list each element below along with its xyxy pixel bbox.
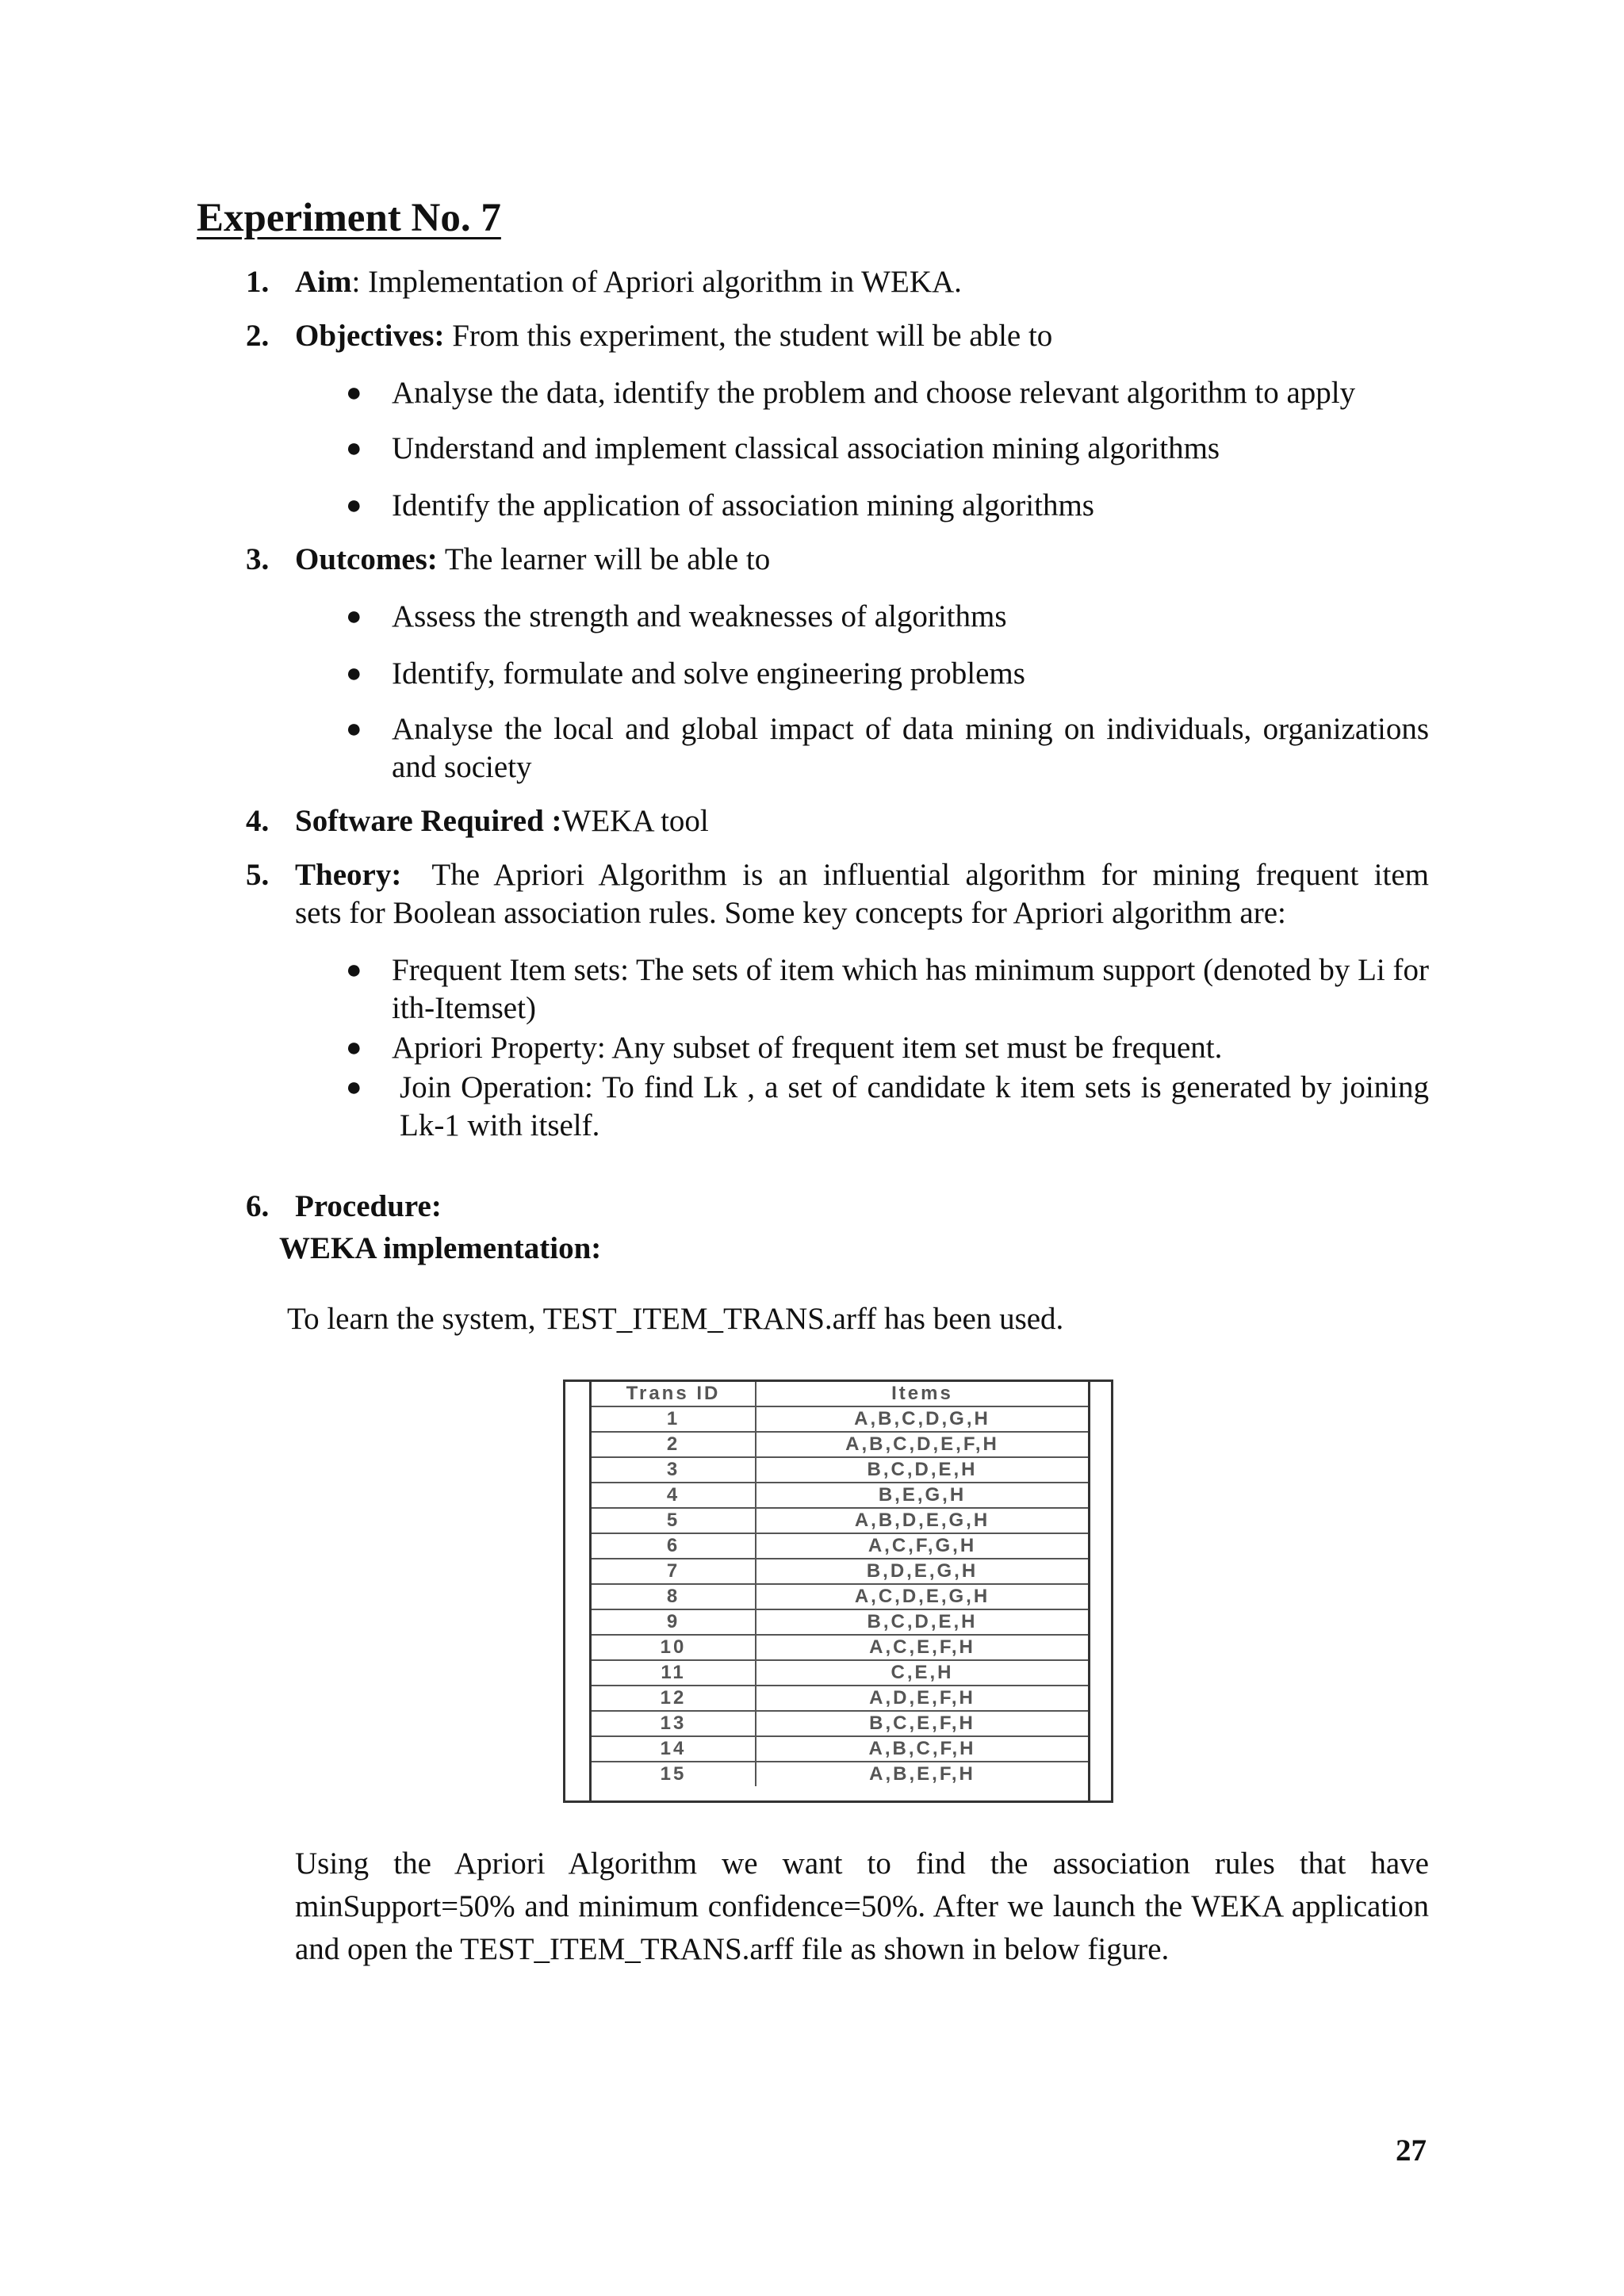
table-row xyxy=(592,1660,1088,1686)
theory-continuation: sets for Boolean association rules. Some key concepts for Apriori algorithm are: xyxy=(295,896,1286,930)
theory-item: 5. Theory: The Apriori Algorithm is an influential algorithm for mining frequent item xyxy=(246,858,1429,892)
trans-id-cell: 4 xyxy=(592,1483,756,1508)
trans-id-cell: 14 xyxy=(592,1736,756,1762)
closing-paragraph: Using the Apriori Algorithm we want to find the association rules that have minSupport=50% and minimum confidence=50%. After we launch the WEKA application and open the TEST_ITEM_TRANS.arff file as shown in below figure. xyxy=(295,1846,1429,1966)
items-cell: A,B,C,D,G,H xyxy=(756,1406,1088,1432)
items-cell: A,B,C,D,E,F,H xyxy=(756,1432,1088,1457)
trans-id-cell: 15 xyxy=(592,1762,756,1786)
items-cell: A,B,C,F,H xyxy=(756,1736,1088,1762)
table-row xyxy=(592,1711,1088,1736)
table-header-row xyxy=(592,1382,1088,1406)
table-row xyxy=(592,1483,1088,1508)
bullet-icon: ● xyxy=(346,714,362,744)
table-row xyxy=(592,1736,1088,1762)
table-row xyxy=(592,1406,1088,1432)
aim-item: 1. Aim: Implementation of Apriori algorithm in WEKA. xyxy=(246,265,962,299)
table-row xyxy=(592,1457,1088,1483)
bullet-icon: ● xyxy=(346,602,362,631)
items-cell: A,B,D,E,G,H xyxy=(756,1508,1088,1533)
trans-id-cell: 7 xyxy=(592,1559,756,1584)
items-cell: A,C,F,G,H xyxy=(756,1533,1088,1559)
bullet-icon: ● xyxy=(346,491,362,520)
table-row xyxy=(592,1508,1088,1533)
table-row xyxy=(592,1609,1088,1635)
bullet-icon: ● xyxy=(346,1033,362,1062)
items-cell: A,B,E,F,H xyxy=(756,1762,1088,1786)
bullet-icon: ● xyxy=(346,378,362,408)
objective-bullet: ● Understand and implement classical association mining algorithms xyxy=(392,430,1429,468)
table-row xyxy=(592,1533,1088,1559)
table-row xyxy=(592,1584,1088,1609)
items-cell: C,E,H xyxy=(756,1660,1088,1686)
trans-id-cell: 13 xyxy=(592,1711,756,1736)
learn-text: To learn the system, TEST_ITEM_TRANS.arff has been used. xyxy=(287,1302,1064,1336)
items-cell: A,D,E,F,H xyxy=(756,1686,1088,1711)
concept-bullet: ● Apriori Property: Any subset of frequent item set must be frequent. xyxy=(392,1029,1429,1067)
outcome-bullet: ● Analyse the local and global impact of data mining on individuals, organizations and society xyxy=(346,712,1429,784)
trans-id-cell: 10 xyxy=(592,1635,756,1660)
items-cell: B,D,E,G,H xyxy=(756,1559,1088,1584)
header-trans-id: Trans ID xyxy=(592,1382,756,1406)
transactions-table-frame xyxy=(563,1380,1113,1803)
bullet-icon: ● xyxy=(346,659,362,688)
procedure-item: 6. Procedure: xyxy=(246,1189,442,1223)
objectives-item: 2. Objectives: From this experiment, the student will be able to xyxy=(246,319,1053,353)
trans-id-cell: 6 xyxy=(592,1533,756,1559)
table-row xyxy=(592,1762,1088,1786)
items-cell: B,E,G,H xyxy=(756,1483,1088,1508)
trans-id-cell: 5 xyxy=(592,1508,756,1533)
header-items: Items xyxy=(756,1382,1088,1406)
trans-id-cell: 2 xyxy=(592,1432,756,1457)
objective-bullet: ● Identify the application of association mining algorithms xyxy=(392,487,1429,525)
page-title: Experiment No. 7 xyxy=(197,196,501,240)
table-row xyxy=(592,1559,1088,1584)
items-cell: A,C,D,E,G,H xyxy=(756,1584,1088,1609)
outcome-bullet: ● Assess the strength and weaknesses of algorithms xyxy=(392,598,1429,636)
outcome-bullet: ● Identify, formulate and solve engineering problems xyxy=(392,655,1429,693)
items-cell: B,C,D,E,H xyxy=(756,1457,1088,1483)
page-number: 27 xyxy=(1396,2133,1427,2168)
transactions-table xyxy=(592,1382,1088,1786)
objective-bullet: ● Analyse the data, identify the problem and choose relevant algorithm to apply xyxy=(392,374,1429,412)
concept-bullet: ● Join Operation: To find Lk , a set of candidate k item sets is generated by joining Lk-1 with itself. xyxy=(346,1070,1429,1142)
bullet-icon: ● xyxy=(346,1073,362,1102)
trans-id-cell: 1 xyxy=(592,1406,756,1432)
table-row xyxy=(592,1686,1088,1711)
trans-id-cell: 3 xyxy=(592,1457,756,1483)
items-cell: B,C,E,F,H xyxy=(756,1711,1088,1736)
weka-heading: WEKA implementation: xyxy=(279,1231,602,1265)
bullet-icon: ● xyxy=(346,434,362,463)
table-row xyxy=(592,1635,1088,1660)
transactions-table-container xyxy=(589,1382,1090,1800)
items-cell: A,C,E,F,H xyxy=(756,1635,1088,1660)
outcomes-item: 3. Outcomes: The learner will be able to xyxy=(246,542,771,576)
bullet-icon: ● xyxy=(346,955,362,985)
trans-id-cell: 8 xyxy=(592,1584,756,1609)
table-row xyxy=(592,1432,1088,1457)
trans-id-cell: 11 xyxy=(592,1660,756,1686)
items-cell: B,C,D,E,H xyxy=(756,1609,1088,1635)
trans-id-cell: 9 xyxy=(592,1609,756,1635)
concept-bullet: ● Frequent Item sets: The sets of item which has minimum support (denoted by Li for ith-Itemset) xyxy=(346,953,1429,1025)
software-item: 4. Software Required :WEKA tool xyxy=(246,804,709,838)
trans-id-cell: 12 xyxy=(592,1686,756,1711)
